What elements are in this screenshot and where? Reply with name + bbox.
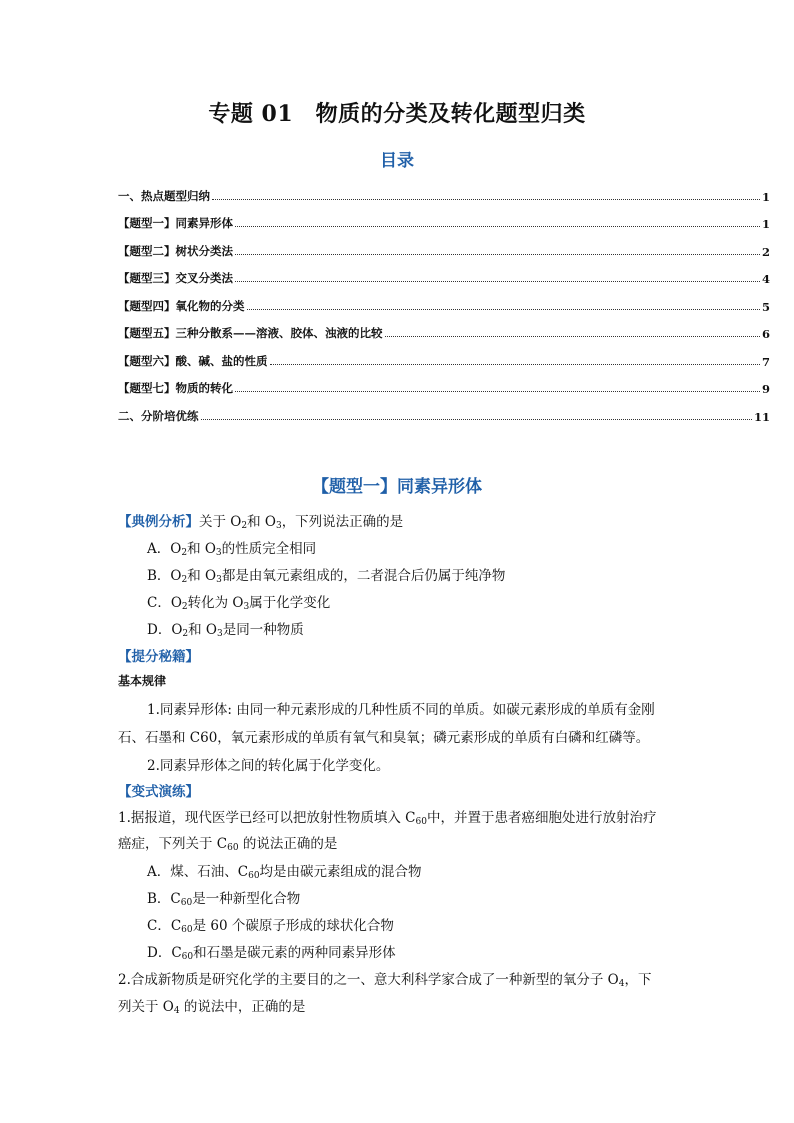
toc-leader-dots — [235, 226, 760, 227]
question-2-line-2: 列关于 $O_4$ 的说法中，正确的是 — [118, 999, 306, 1016]
example-option-d: D．$O_2$和 $O_3$是同一种物质 — [147, 622, 304, 639]
toc-item-label: 【题型三】交叉分类法 — [118, 271, 233, 285]
toc-item-label: 【题型四】氧化物的分类 — [118, 298, 245, 313]
toc-item[interactable] — [118, 231, 770, 259]
toc-item[interactable] — [118, 286, 770, 314]
section-title: 【题型一】同素异形体 — [312, 477, 482, 497]
toc-item-page: 11 — [753, 409, 770, 424]
toc-leader-dots — [201, 419, 752, 420]
rule-1-line-2: 石、石墨和 C60，氧元素形成的单质有氧气和臭氧；磷元素形成的单质有白磷和红磷等。 — [118, 730, 650, 746]
document-title: 专题 01 物质的分类及转化题型归类 — [208, 101, 586, 127]
question-1-option-c: C．$C_{60}$是 60 个碳原子形成的球状化合物 — [147, 918, 394, 935]
toc-item-label: 【题型六】酸、碱、盐的性质 — [118, 353, 268, 368]
rule-2: 2.同素异形体之间的转化属于化学变化。 — [147, 758, 390, 774]
toc-item[interactable] — [118, 259, 770, 287]
question-1-line-2: 癌症，下列关于 $C_{60}$ 的说法正确的是 — [118, 836, 338, 853]
example-option-c: C．$O_2$转化为 $O_3$属于化学变化 — [147, 595, 331, 612]
tips-tag: 【提分秘籍】 — [118, 649, 199, 665]
toc-leader-dots — [235, 254, 760, 255]
toc-leader-dots — [235, 391, 760, 392]
toc-item[interactable] — [118, 204, 770, 232]
toc-item-label: 一、热点题型归纳 — [118, 188, 210, 203]
question-2-line-1: 2.合成新物质是研究化学的主要目的之一、意大利科学家合成了一种新型的氧分子 $O_4$，下 — [118, 972, 652, 989]
toc-leader-dots — [212, 199, 760, 200]
toc-item-page: 6 — [761, 327, 770, 341]
toc-item-page: 5 — [761, 299, 770, 314]
question-1-option-d: D．$C_{60}$和石墨是碳元素的两种同素异形体 — [147, 945, 396, 962]
toc-item-page: 4 — [761, 272, 770, 286]
toc-item-page: 1 — [761, 217, 770, 231]
example-option-a: A．$O_2$和 $O_3$的性质完全相同 — [147, 541, 317, 558]
toc-leader-dots — [270, 364, 760, 365]
example-question: 【典例分析】关于 $O_2$和 $O_3$，下列说法正确的是 — [118, 514, 404, 531]
toc-item-label: 二、分阶培优练 — [118, 408, 199, 423]
toc-item[interactable] — [118, 176, 770, 204]
toc-item-page: 9 — [761, 382, 770, 396]
toc-item[interactable] — [118, 369, 770, 397]
question-1-option-a: A．煤、石油、$C_{60}$均是由碳元素组成的混合物 — [147, 864, 422, 881]
question-1-option-b: B．$C_{60}$是一种新型化合物 — [147, 891, 301, 908]
toc-item[interactable] — [118, 341, 770, 369]
table-of-contents — [118, 176, 770, 424]
toc-item-page: 2 — [761, 244, 770, 259]
toc-item[interactable] — [118, 314, 770, 342]
toc-leader-dots — [385, 336, 760, 337]
rule-heading: 基本规律 — [118, 674, 167, 688]
toc-item-label: 【题型一】同素异形体 — [118, 216, 233, 230]
toc-item-label: 【题型七】物质的转化 — [118, 381, 233, 395]
toc-leader-dots — [247, 309, 760, 310]
toc-item-label: 【题型二】树状分类法 — [118, 243, 233, 258]
toc-item-label: 【题型五】三种分散系——溶液、胶体、浊液的比较 — [118, 326, 383, 340]
toc-item-page: 7 — [761, 354, 770, 369]
toc-item[interactable] — [118, 396, 770, 424]
example-analysis-tag: 【典例分析】 — [118, 514, 199, 530]
rule-1-line-1: 1.同素异形体: 由同一种元素形成的几种性质不同的单质。如碳元素形成的单质有金刚 — [147, 702, 655, 718]
question-1-line-1: 1.据报道，现代医学已经可以把放射性物质填入 $C_{60}$中，并置于患者癌细胞处进行放射治疗 — [118, 810, 657, 827]
practice-tag: 【变式演练】 — [118, 784, 199, 800]
toc-heading: 目录 — [380, 151, 414, 171]
example-option-b: B．$O_2$和 $O_3$都是由氧元素组成的，二者混合后仍属于纯净物 — [147, 568, 506, 585]
toc-leader-dots — [235, 281, 760, 282]
toc-item-page: 1 — [761, 189, 770, 204]
